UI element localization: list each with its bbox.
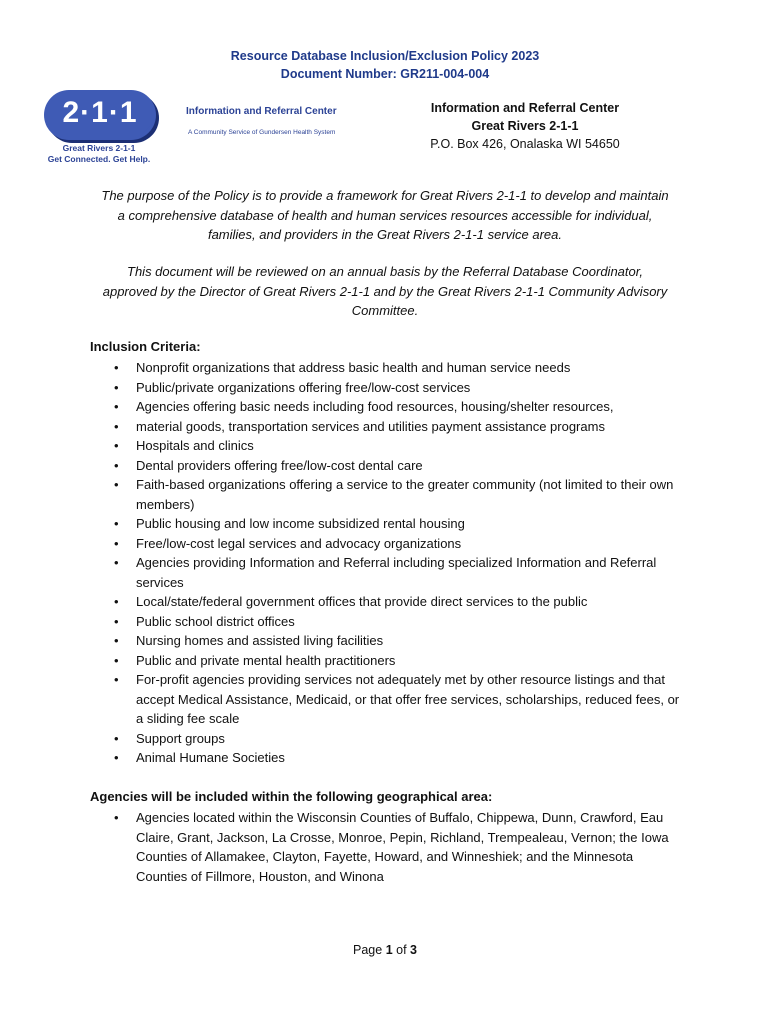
list-item: • Animal Humane Societies bbox=[136, 748, 686, 768]
list-item: • Public/private organizations offering free/low-cost services bbox=[136, 378, 686, 398]
list-item: • For-profit agencies providing services not adequately met by other resource listings and that accept Medical Assistance, Medicaid, or that offer free services, scholarships, reduced fees, or a sliding fee scale bbox=[136, 670, 686, 729]
review-paragraph: This document will be reviewed on an annual basis by the Referral Database Coordinator, approved by the Director of Great Rivers 2-1-1 and by the Great Rivers 2-1-1 Community Advisory Committee. bbox=[102, 264, 668, 318]
page-footer bbox=[0, 943, 770, 957]
list-item: • material goods, transportation services and utilities payment assistance programs bbox=[136, 417, 686, 437]
great-rivers-211-logo bbox=[44, 90, 164, 165]
of-word: of bbox=[396, 943, 407, 957]
center-brand-tagline: A Community Service of Gundersen Health System bbox=[188, 129, 336, 136]
list-item: • Nonprofit organizations that address basic health and human service needs bbox=[136, 358, 686, 378]
list-item: • Faith-based organizations offering a service to the greater community (not limited to their own members) bbox=[136, 475, 686, 514]
list-item: • Dental providers offering free/low-cost dental care bbox=[136, 456, 686, 476]
address-org: Information and Referral Center bbox=[430, 101, 620, 115]
logo-slogan: Get Connected. Get Help. bbox=[47, 154, 151, 164]
address-block bbox=[400, 99, 650, 153]
page-total: 3 bbox=[410, 943, 417, 957]
list-item: • Hospitals and clinics bbox=[136, 436, 686, 456]
list-item: • Agencies offering basic needs including food resources, housing/shelter resources, bbox=[136, 397, 686, 417]
document-header bbox=[0, 47, 770, 83]
list-item: • Nursing homes and assisted living facilities bbox=[136, 631, 686, 651]
list-item: • Local/state/federal government offices that provide direct services to the public bbox=[136, 592, 686, 612]
document-title: Resource Database Inclusion/Exclusion Policy 2023 bbox=[230, 49, 540, 63]
inclusion-list bbox=[136, 358, 686, 768]
list-item: • Public school district offices bbox=[136, 612, 686, 632]
list-item: • Agencies providing Information and Referral including specialized Information and Referral services bbox=[136, 553, 686, 592]
logo-number: 2·1·1 bbox=[62, 96, 138, 129]
list-item: • Public housing and low income subsidized rental housing bbox=[136, 514, 686, 534]
list-item: • Public and private mental health practitioners bbox=[136, 651, 686, 671]
page-word: Page bbox=[353, 943, 383, 957]
list-item: • Support groups bbox=[136, 729, 686, 749]
list-item: • Agencies located within the Wisconsin Counties of Buffalo, Chippewa, Dunn, Crawford, Eau Claire, Grant, Jackson, La Crosse, Monroe, Pepin, Richland, Trempealeau, Vernon; the Iowa Counties of Allamakee, Clayton, Fayette, Howard, and Winneshiek; and the Minnesota Counties of Fillmore, Houston, and Winona bbox=[136, 808, 686, 886]
geography-list bbox=[136, 808, 686, 886]
address-program: Great Rivers 2-1-1 bbox=[471, 119, 579, 133]
logo-org-name: Great Rivers 2-1-1 bbox=[62, 143, 136, 153]
geography-heading: Agencies will be included within the following geographical area: bbox=[90, 789, 493, 804]
document-number: Document Number: GR211-004-004 bbox=[280, 67, 490, 81]
page-current: 1 bbox=[385, 943, 393, 957]
purpose-paragraph: The purpose of the Policy is to provide a framework for Great Rivers 2-1-1 to develop and maintain a comprehensive database of health and human services resources accessible for individual, families, and providers in the Great Rivers 2-1-1 service area. bbox=[101, 188, 669, 242]
inclusion-heading: Inclusion Criteria: bbox=[90, 339, 201, 354]
list-item: • Free/low-cost legal services and advocacy organizations bbox=[136, 534, 686, 554]
center-brand-name: Information and Referral Center bbox=[186, 106, 337, 117]
address-po-box: P.O. Box 426, Onalaska WI 54650 bbox=[430, 137, 620, 151]
